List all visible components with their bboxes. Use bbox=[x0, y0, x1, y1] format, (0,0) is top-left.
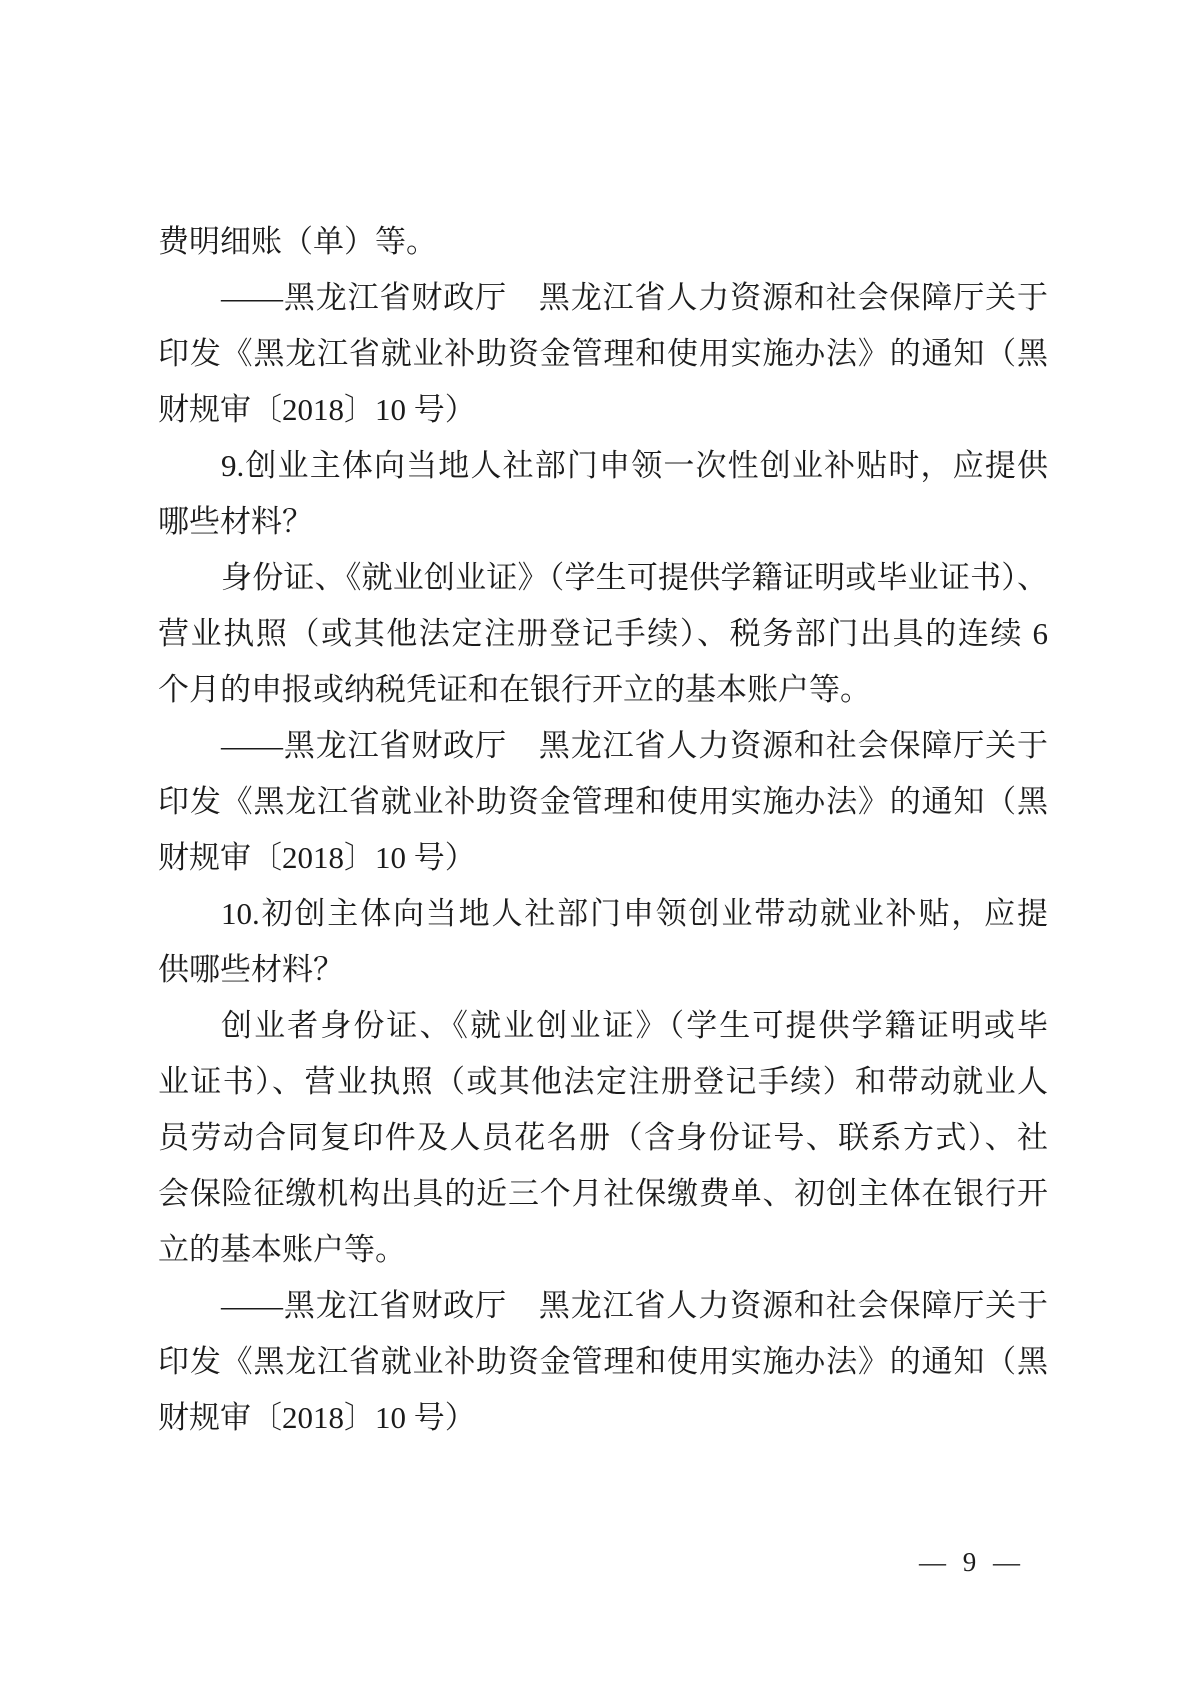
page-number: — 9 — bbox=[919, 1547, 1020, 1577]
paragraph-continuation-line: 费明细账（单）等。 bbox=[158, 224, 437, 259]
question-10-line: 10.初创主体向当地人社部门申领创业带动就业补贴，应提 bbox=[221, 896, 1048, 931]
citation-line: ——黑龙江省财政厅 黑龙江省人力资源和社会保障厅关于 bbox=[221, 728, 1048, 763]
answer-9-line: 营业执照（或其他法定注册登记手续）、税务部门出具的连续 6 bbox=[158, 616, 1048, 651]
answer-10-line: 会保险征缴机构出具的近三个月社保缴费单、初创主体在银行开 bbox=[158, 1176, 1048, 1211]
citation-line: ——黑龙江省财政厅 黑龙江省人力资源和社会保障厅关于 bbox=[221, 1288, 1048, 1323]
citation-line: ——黑龙江省财政厅 黑龙江省人力资源和社会保障厅关于 bbox=[221, 280, 1048, 315]
answer-9-line: 个月的申报或纳税凭证和在银行开立的基本账户等。 bbox=[158, 672, 871, 707]
document-body bbox=[158, 214, 1048, 1446]
answer-10-line: 业证书）、营业执照（或其他法定注册登记手续）和带动就业人 bbox=[158, 1064, 1048, 1099]
question-9-line: 哪些材料？ bbox=[158, 504, 313, 539]
answer-10-line: 员劳动合同复印件及人员花名册（含身份证号、联系方式）、社 bbox=[158, 1120, 1048, 1155]
answer-10-line: 立的基本账户等。 bbox=[158, 1232, 406, 1267]
answer-9-line: 身份证、《就业创业证》（学生可提供学籍证明或毕业证书）、 bbox=[221, 560, 1048, 595]
citation-line: 财规审〔2018〕10 号） bbox=[158, 1400, 476, 1435]
citation-line: 印发《黑龙江省就业补助资金管理和使用实施办法》的通知（黑 bbox=[158, 336, 1048, 371]
citation-line: 财规审〔2018〕10 号） bbox=[158, 392, 476, 427]
question-10-line: 供哪些材料？ bbox=[158, 952, 344, 987]
citation-line: 财规审〔2018〕10 号） bbox=[158, 840, 476, 875]
citation-line: 印发《黑龙江省就业补助资金管理和使用实施办法》的通知（黑 bbox=[158, 1344, 1048, 1379]
answer-10-line: 创业者身份证、《就业创业证》（学生可提供学籍证明或毕 bbox=[221, 1008, 1048, 1043]
question-9-line: 9.创业主体向当地人社部门申领一次性创业补贴时，应提供 bbox=[221, 448, 1048, 483]
citation-line: 印发《黑龙江省就业补助资金管理和使用实施办法》的通知（黑 bbox=[158, 784, 1048, 819]
